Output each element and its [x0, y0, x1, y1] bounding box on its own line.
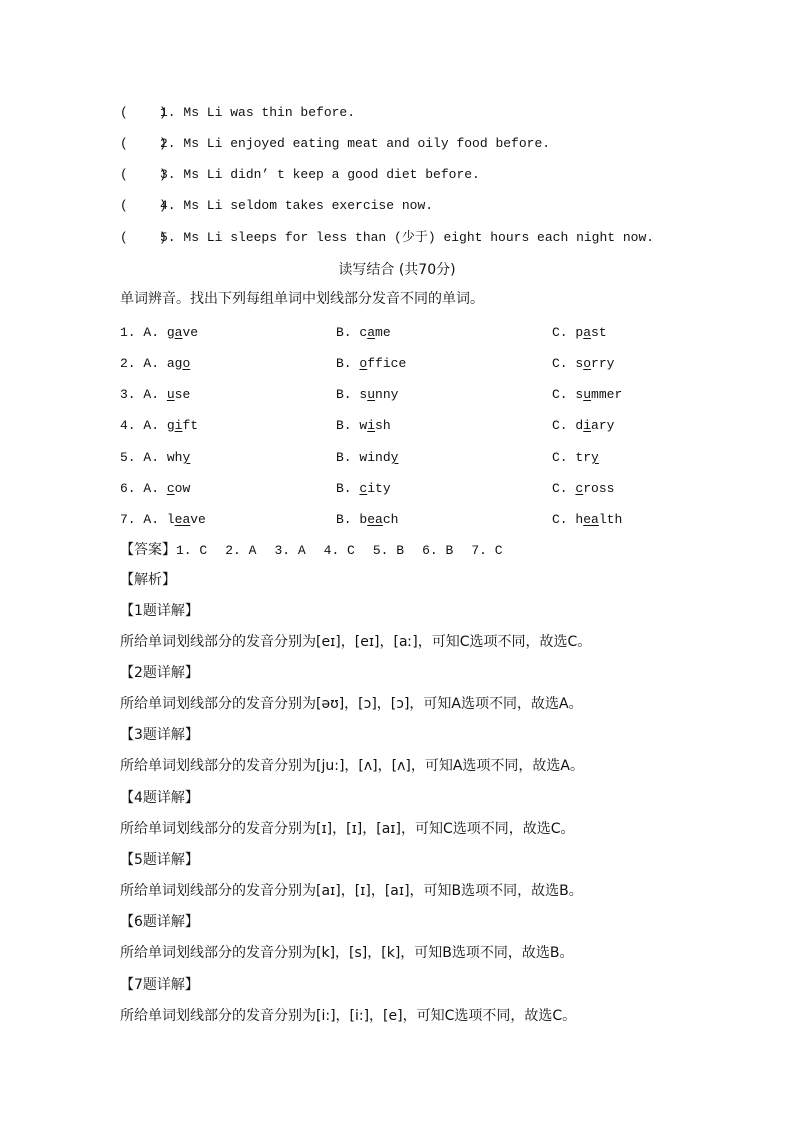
question-6-option-a[interactable]: [120, 480, 190, 498]
option-label: 7. A.: [120, 512, 160, 527]
option-word: [575, 418, 614, 433]
word-part: ow: [174, 481, 191, 496]
statement-1: [120, 104, 355, 122]
word-part: l: [166, 512, 175, 527]
word-part: b: [359, 512, 368, 527]
option-word: [359, 512, 398, 527]
option-word: [575, 450, 598, 465]
answer: 1. C: [176, 543, 208, 558]
option-word: [575, 325, 606, 340]
word-part: p: [575, 325, 584, 340]
answer-blank[interactable]: ( ): [120, 105, 167, 120]
option-word: [167, 512, 206, 527]
question-1-option-b[interactable]: [336, 324, 391, 342]
question-2-option-a[interactable]: [120, 355, 190, 373]
option-word: [359, 418, 390, 433]
explanation-body: 所给单词划线部分的发音分别为[eɪ]，[eɪ]，[aː]，可知C选项不同，故选C。: [120, 634, 592, 650]
statement-text: 3. Ms Li didn’ t keep a good diet before.: [160, 167, 480, 182]
instruction: 单词辨音。找出下列每组单词中划线部分发音不同的单词。: [120, 291, 484, 307]
word-part: wh: [166, 450, 183, 465]
explanation-heading: 【4题详解】: [120, 790, 199, 806]
word-part: s: [575, 356, 584, 371]
statement-2: [120, 135, 550, 153]
word-part: ary: [591, 418, 615, 433]
statement-text: 1. Ms Li was thin before.: [160, 105, 356, 120]
option-label: 3. A.: [120, 387, 160, 402]
option-label: 6. A.: [120, 481, 160, 496]
statement-text: 5. Ms Li sleeps for less than (少于) eight hours each night now.: [160, 230, 655, 245]
answer: 4. C: [323, 543, 355, 558]
statement-text: 4. Ms Li seldom takes exercise now.: [160, 198, 434, 213]
word-part: ve: [182, 325, 199, 340]
option-label: C.: [552, 356, 568, 371]
option-word: [167, 325, 198, 340]
answer-blank[interactable]: ( ): [120, 136, 167, 151]
question-3-option-b[interactable]: [336, 386, 398, 404]
word-part: g: [166, 325, 175, 340]
question-7-option-a[interactable]: [120, 511, 206, 529]
word-part: s: [359, 387, 368, 402]
question-5-option-b[interactable]: [336, 449, 398, 467]
option-word: [167, 481, 190, 496]
word-part: g: [166, 418, 175, 433]
answer: 5. B: [372, 543, 405, 558]
analysis-label: 【解析】: [120, 572, 176, 588]
question-3-option-c[interactable]: [552, 386, 622, 404]
explanation-heading: 【2题详解】: [120, 665, 199, 681]
statement-4: [120, 197, 433, 215]
question-7-option-b[interactable]: [336, 511, 398, 529]
underlined-letters: i: [583, 418, 592, 433]
option-label: C.: [552, 325, 568, 340]
word-part: se: [174, 387, 191, 402]
word-part: ity: [367, 481, 391, 496]
option-word: [575, 512, 622, 527]
underlined-letters: o: [359, 356, 368, 371]
underlined-letters: o: [583, 356, 592, 371]
option-word: [575, 481, 614, 496]
underlined-letters: y: [182, 450, 191, 465]
word-part: ch: [382, 512, 399, 527]
option-label: B.: [336, 325, 352, 340]
explanation-body: 所给单词划线部分的发音分别为[ju:]，[ʌ]，[ʌ]，可知A选项不同，故选A。: [120, 758, 584, 774]
underlined-letters: u: [583, 387, 592, 402]
question-4-option-b[interactable]: [336, 417, 391, 435]
explanation-heading: 【1题详解】: [120, 603, 199, 619]
option-label: B.: [336, 450, 352, 465]
explanation-heading: 【7题详解】: [120, 977, 199, 993]
underlined-letters: i: [367, 418, 376, 433]
word-part: lth: [598, 512, 623, 527]
word-part: ag: [166, 356, 183, 371]
word-part: rry: [591, 356, 615, 371]
word-part: wind: [359, 450, 391, 465]
explanation-body: 所给单词划线部分的发音分别为[əʊ]，[ɔ]，[ɔ]，可知A选项不同，故选A。: [120, 696, 583, 712]
option-label: C.: [552, 418, 568, 433]
option-label: C.: [552, 512, 568, 527]
explanation-heading: 【6题详解】: [120, 914, 199, 930]
option-label: 5. A.: [120, 450, 160, 465]
word-part: ffice: [367, 356, 407, 371]
option-word: [167, 418, 198, 433]
explanation-body: 所给单词划线部分的发音分别为[k]，[s]，[k]，可知B选项不同，故选B。: [120, 945, 574, 961]
section-title: 读写结合 (共70分): [338, 262, 456, 278]
underlined-letters: y: [591, 450, 599, 465]
statement-text: 2. Ms Li enjoyed eating meat and oily food before.: [160, 136, 551, 151]
question-5-option-a[interactable]: [120, 449, 190, 467]
underlined-letters: i: [174, 418, 183, 433]
word-part: h: [575, 512, 584, 527]
question-5-option-c[interactable]: [552, 449, 599, 467]
option-word: [167, 356, 190, 371]
option-word: [359, 356, 406, 371]
answer-blank[interactable]: ( ): [120, 198, 167, 213]
underlined-letters: y: [390, 450, 399, 465]
answer: 2. A: [225, 543, 257, 558]
word-part: mmer: [591, 387, 623, 402]
word-part: st: [591, 325, 607, 340]
underlined-letters: ea: [174, 512, 191, 527]
question-4-option-c[interactable]: [552, 417, 614, 435]
underlined-letters: ea: [583, 512, 599, 527]
answer-line: [120, 541, 503, 560]
statement-5: [120, 229, 654, 247]
answer-blank[interactable]: ( ): [120, 167, 167, 182]
answer-blank[interactable]: ( ): [120, 230, 167, 245]
answer: 6. B: [422, 543, 454, 558]
word-part: ross: [583, 481, 615, 496]
option-word: [167, 387, 190, 402]
option-label: 2. A.: [120, 356, 160, 371]
answer: 3. A: [274, 543, 306, 558]
option-label: 1. A.: [120, 325, 160, 340]
word-part: c: [359, 325, 368, 340]
option-label: B.: [336, 481, 352, 496]
underlined-letters: u: [166, 387, 175, 402]
question-1-option-c[interactable]: [552, 324, 607, 342]
underlined-letters: ea: [367, 512, 383, 527]
option-word: [167, 450, 190, 465]
answer-label: 【答案】: [120, 542, 176, 558]
statement-3: [120, 166, 480, 184]
option-label: C.: [552, 387, 568, 402]
underlined-letters: o: [182, 356, 191, 371]
word-part: sh: [375, 418, 391, 433]
word-part: s: [575, 387, 584, 402]
option-label: B.: [336, 418, 352, 433]
underlined-letters: a: [174, 325, 183, 340]
underlined-letters: c: [575, 481, 584, 496]
word-part: w: [359, 418, 368, 433]
explanation-body: 所给单词划线部分的发音分别为[ɪ]，[ɪ]，[aɪ]，可知C选项不同，故选C。: [120, 821, 575, 837]
option-label: C.: [552, 450, 568, 465]
question-4-option-a[interactable]: [120, 417, 198, 435]
question-6-option-c[interactable]: [552, 480, 614, 498]
question-6-option-b[interactable]: [336, 480, 391, 498]
word-part: me: [375, 325, 391, 340]
explanation-body: 所给单词划线部分的发音分别为[i:]，[i:]，[e]，可知C选项不同，故选C。: [120, 1008, 577, 1024]
underlined-letters: u: [367, 387, 376, 402]
word-part: ft: [182, 418, 199, 433]
word-part: ve: [190, 512, 206, 527]
option-word: [359, 481, 390, 496]
answer: 7. C: [471, 543, 503, 558]
word-part: tr: [575, 450, 592, 465]
question-2-option-c[interactable]: [552, 355, 614, 373]
option-word: [359, 450, 398, 465]
underlined-letters: c: [359, 481, 368, 496]
option-label: C.: [552, 481, 568, 496]
underlined-letters: c: [166, 481, 175, 496]
option-word: [575, 387, 622, 402]
question-2-option-b[interactable]: [336, 355, 406, 373]
option-label: B.: [336, 356, 352, 371]
word-part: d: [575, 418, 584, 433]
underlined-letters: a: [367, 325, 376, 340]
option-word: [359, 387, 398, 402]
explanation-heading: 【5题详解】: [120, 852, 199, 868]
option-word: [575, 356, 614, 371]
explanation-heading: 【3题详解】: [120, 727, 199, 743]
option-label: 4. A.: [120, 418, 160, 433]
question-7-option-c[interactable]: [552, 511, 622, 529]
word-part: nny: [375, 387, 399, 402]
explanation-body: 所给单词划线部分的发音分别为[aɪ]，[ɪ]，[aɪ]，可知B选项不同，故选B。: [120, 883, 583, 899]
question-3-option-a[interactable]: [120, 386, 190, 404]
option-word: [359, 325, 390, 340]
question-1-option-a[interactable]: [120, 324, 198, 342]
option-label: B.: [336, 512, 352, 527]
underlined-letters: a: [583, 325, 592, 340]
option-label: B.: [336, 387, 352, 402]
